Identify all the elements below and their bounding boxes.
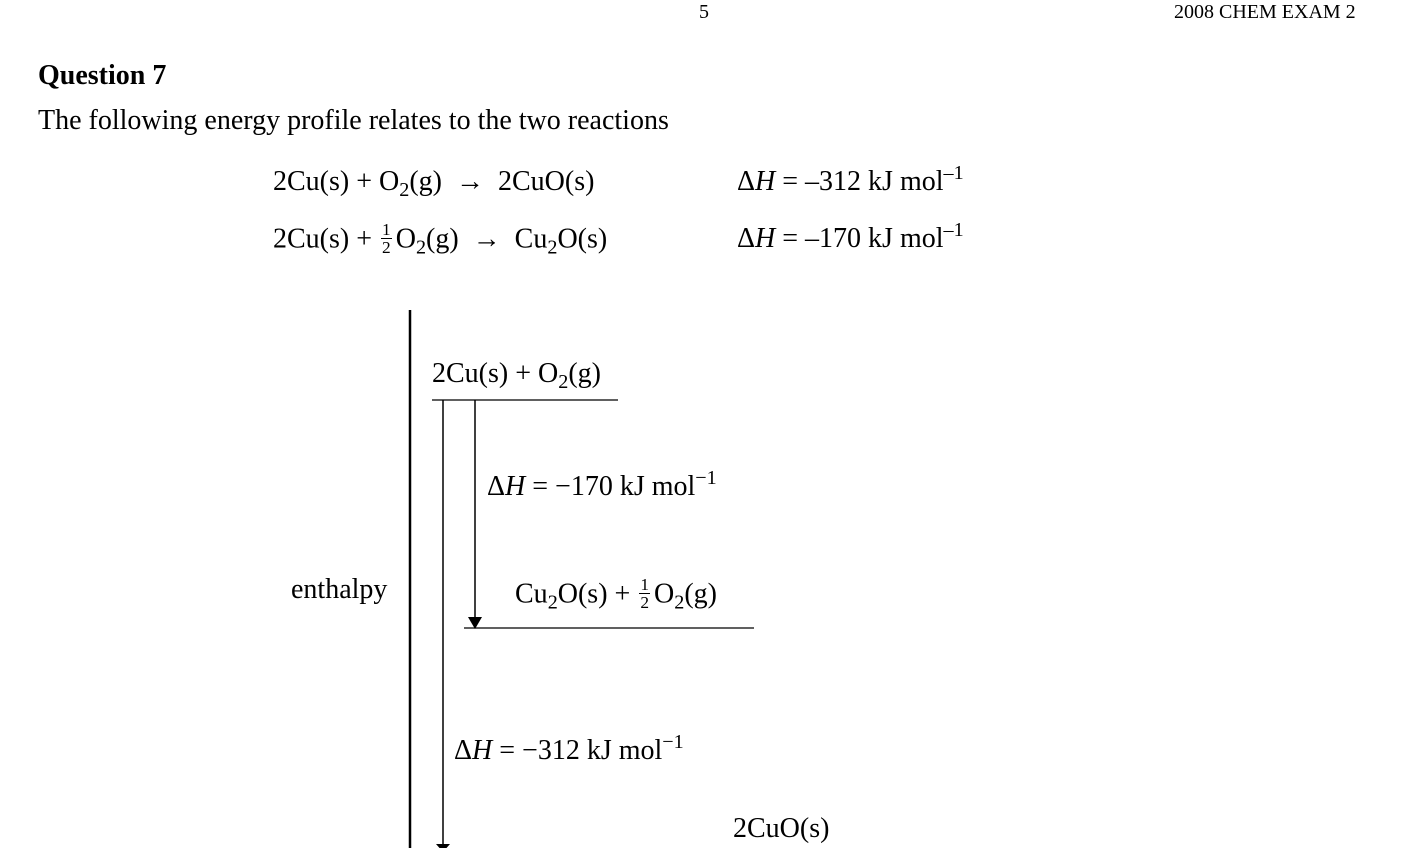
equation-1-enthalpy-change: ΔH = –312 kJ mol$^{-1}$: [737, 161, 964, 197]
dh-312-label: ΔH = −312 kJ mol$^{-1}$: [454, 730, 684, 766]
one-half-fraction: $\frac{1}{2}$: [640, 575, 650, 613]
reaction-arrow-icon: →: [455, 166, 484, 197]
intermediate-level-label: $Cu_2O(s)$ + $\frac{1}{2}$ $O_2(g)$: [515, 575, 717, 614]
reaction-arrow-icon: →: [472, 223, 501, 255]
question-heading: Question 7: [38, 60, 167, 91]
equation-1-reaction: $2Cu(s) + O_2(g) \to 2CuO(s)$: [273, 166, 595, 202]
dh-170-arrowhead-icon: [468, 617, 482, 629]
dh-312-arrowhead-icon: [436, 844, 450, 848]
product-level-label: 2CuO(s): [733, 813, 830, 844]
equation-2-reaction: 2Cu(s) + $\frac{1}{2}$ $O_2(g) \to Cu_2O(s)$: [273, 220, 608, 259]
exam-header: 2008 CHEM EXAM 2: [1174, 1, 1356, 23]
enthalpy-axis-label: enthalpy: [291, 574, 388, 605]
one-half-fraction: $\frac{1}{2}$: [382, 220, 391, 258]
reactants-level-label: $2Cu(s) + O_2(g)$: [432, 358, 601, 394]
page-number: 5: [699, 1, 709, 23]
question-intro: The following energy profile relates to the two reactions: [38, 105, 669, 136]
equation-2-enthalpy-change: ΔH = –170 kJ mol$^{-1}$: [737, 218, 964, 254]
dh-170-label: ΔH = −170 kJ mol$^{-1}$: [487, 466, 717, 502]
